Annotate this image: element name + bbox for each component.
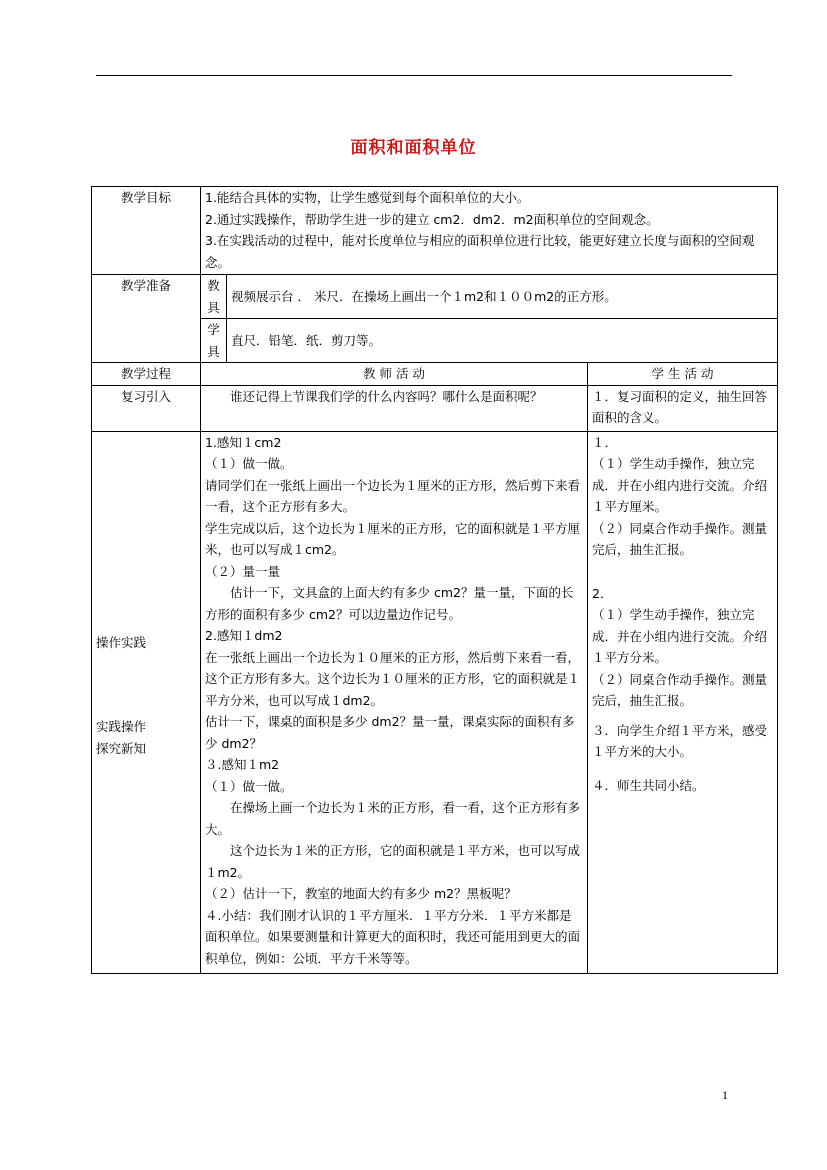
teacher-line: ４.小结：我们刚才认识的１平方厘米．１平方分米．１平方米都是面积单位。如果要测量和计算更大的面积时，我还可能用到更大的面积单位，例如：公顷．平方千米等等。 [205, 907, 581, 966]
objective-3: 3.在实践活动的过程中，能对长度单位与相应的面积单位进行比较，能更好建立长度与面积的空间观念。 [205, 233, 755, 270]
document-title: 面积和面积单位 [350, 138, 477, 158]
teacher-line: 1.感知１cm2 [205, 434, 282, 450]
header-rule [96, 75, 732, 76]
teacher-tools-label: 教具 [201, 275, 227, 319]
teacher-line: 估计一下，课桌的面积是多少 dm2？量一量，课桌实际的面积有多少 dm2？ [205, 714, 575, 751]
objectives-row [92, 187, 778, 275]
student-line: 2． [592, 585, 613, 601]
practice-label: 操作实践 [96, 634, 147, 650]
review-label: 复习引入 [92, 385, 201, 431]
process-header-row [92, 363, 778, 386]
teacher-line: 学生完成以后，这个边长为１厘米的正方形，它的面积就是１平方厘米，也可以写成１cm2。 [205, 520, 581, 557]
student-tools: 直尺．铅笔．纸．剪刀等。 [227, 319, 778, 363]
student-line: （２）同桌合作动手操作。测量完后，抽生汇报。 [592, 671, 768, 708]
objectives-label: 教学目标 [92, 187, 201, 275]
page-number: 1 [722, 1088, 728, 1102]
objective-1: 1.能结合具体的实物，让学生感觉到每个面积单位的大小。 [205, 190, 530, 205]
teacher-line: （１）做一做。 [205, 778, 293, 794]
teacher-line: （１）做一做。 [205, 456, 293, 471]
process-label: 教学过程 [92, 363, 201, 386]
objective-2: 2.通过实践操作，帮助学生进一步的建立 cm2．dm2．m2面积单位的空间观念。 [205, 211, 659, 227]
teacher-line: ３.感知１m2 [205, 757, 280, 772]
review-row [92, 385, 778, 431]
teacher-line: 这个边长为１米的正方形，它的面积就是１平方米，也可以写成１m2。 [205, 843, 581, 880]
teacher-line: 估计一下，文具盒的上面大约有多少 cm2？量一量，下面的长方形的面积有多少 cm2？可以边量边作记号。 [205, 585, 574, 622]
teacher-line: 2.感知１dm2 [205, 628, 283, 643]
teacher-line: 在一张纸上画出一个边长为１０厘米的正方形，然后剪下来看一看，这个正方形有多大。这个边长为１０厘米的正方形，它的面积就是１平方分米，也可以写成１dm2。 [205, 649, 581, 708]
teacher-activity-header: 教 师 活 动 [201, 363, 588, 386]
teacher-line: （２）量一量 [205, 563, 281, 579]
explore-label-2: 探究新知 [96, 740, 147, 756]
student-line: １． [592, 434, 618, 450]
preparation-teacher-row [92, 275, 778, 319]
teacher-line: 请同学们在一张纸上画出一个边长为１厘米的正方形，然后剪下来看一看，这个正方形有多大。 [205, 477, 581, 514]
review-student: １．复习面积的定义，抽生回答面积的含义。 [588, 385, 778, 431]
student-line: （１）学生动手操作，独立完成．并在小组内进行交流。介绍１平方厘米。 [592, 456, 768, 514]
student-line: ３．向学生介绍１平方米，感受１平方米的大小。 [592, 722, 768, 759]
practice-teacher [201, 431, 588, 973]
student-tools-label: 学具 [201, 319, 227, 363]
practice-row [92, 431, 778, 973]
preparation-label: 教学准备 [92, 275, 201, 363]
student-activity-header: 学 生 活 动 [588, 363, 778, 386]
practice-labels [92, 431, 201, 973]
student-line: （２）同桌合作动手操作。测量完后，抽生汇报。 [592, 520, 768, 557]
objectives-content [201, 187, 778, 275]
lesson-plan-table [91, 186, 778, 974]
review-teacher: 谁还记得上节课我们学的什么内容吗？哪什么是面积呢？ [201, 385, 588, 431]
explore-label-1: 实践操作 [96, 719, 147, 734]
student-line: ４．师生共同小结。 [592, 777, 705, 793]
teacher-tools: 视频展示台 ． 米尺．在操场上画出一个１m2和１００m2的正方形。 [227, 275, 778, 319]
teacher-line: 在操场上画一个边长为１米的正方形，看一看，这个正方形有多大。 [205, 800, 581, 837]
student-line: （１）学生动手操作，独立完成．并在小组内进行交流。介绍１平方分米。 [592, 607, 768, 665]
practice-student [588, 431, 778, 973]
teacher-line: （２）估计一下，教室的地面大约有多少 m2？黑板呢？ [205, 886, 517, 901]
